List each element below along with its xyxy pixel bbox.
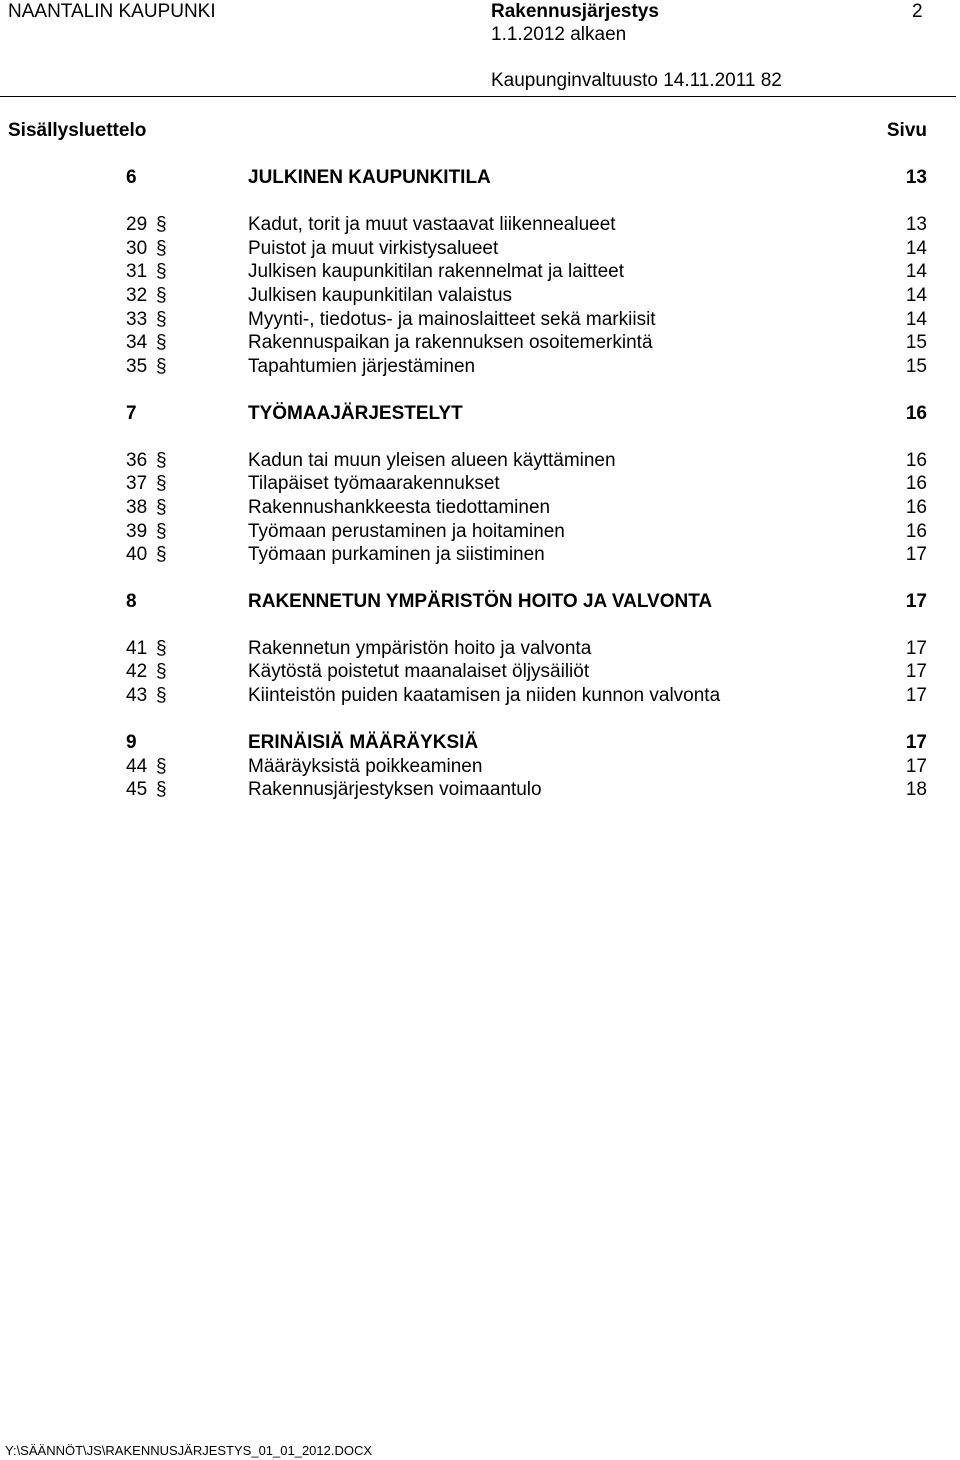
section-sign-icon: § (156, 261, 167, 282)
toc-page-number: 14 (905, 261, 927, 282)
toc-chapter-row (0, 732, 960, 754)
toc-page-number: 17 (905, 544, 927, 565)
section-sign-icon: § (156, 309, 167, 330)
section-title: Käytöstä poistetut maanalaiset öljysäiliöt (248, 661, 590, 682)
section-number: 45 (126, 779, 148, 800)
header-divider (0, 96, 956, 97)
section-number: 35 (126, 356, 148, 377)
approval-line: Kaupunginvaltuusto 14.11.2011 82 (491, 70, 782, 91)
chapter-title: TYÖMAAJÄRJESTELYT (248, 403, 463, 424)
chapter-title: JULKINEN KAUPUNKITILA (248, 167, 491, 188)
toc-page-number: 16 (905, 497, 927, 518)
toc-section-row (0, 661, 960, 683)
toc-section-row (0, 356, 960, 378)
section-title: Rakennusjärjestyksen voimaantulo (248, 779, 542, 800)
section-number: 43 (126, 685, 148, 706)
toc-heading-row (8, 120, 927, 142)
chapter-number: 8 (126, 591, 137, 612)
section-title: Myynti-, tiedotus- ja mainoslaitteet sekä markiisit (248, 309, 656, 330)
section-sign-icon: § (156, 544, 167, 565)
toc-page-number: 14 (905, 309, 927, 330)
toc-page-number: 13 (905, 214, 927, 235)
section-sign-icon: § (156, 756, 167, 777)
section-number: 31 (126, 261, 148, 282)
section-sign-icon: § (156, 497, 167, 518)
toc-page-number: 16 (905, 521, 927, 542)
section-number: 29 (126, 214, 148, 235)
section-sign-icon: § (156, 638, 167, 659)
toc-section-row (0, 497, 960, 519)
section-title: Tilapäiset työmaarakennukset (248, 473, 500, 494)
chapter-number: 7 (126, 403, 137, 424)
toc-section-row (0, 756, 960, 778)
section-title: Julkisen kaupunkitilan valaistus (248, 285, 513, 306)
toc-chapter-row (0, 403, 960, 425)
toc-page-number: 17 (905, 591, 927, 612)
toc-page-number: 15 (905, 332, 927, 353)
section-number: 33 (126, 309, 148, 330)
section-title: Rakennetun ympäristön hoito ja valvonta (248, 638, 592, 659)
section-sign-icon: § (156, 521, 167, 542)
file-path-footer: Y:\SÄÄNNÖT\JS\RAKENNUSJÄRJESTYS_01_01_2012.DOCX (5, 1443, 373, 1458)
section-number: 42 (126, 661, 148, 682)
section-sign-icon: § (156, 214, 167, 235)
chapter-title: RAKENNETUN YMPÄRISTÖN HOITO JA VALVONTA (248, 591, 713, 612)
toc-section-row (0, 261, 960, 283)
section-sign-icon: § (156, 685, 167, 706)
toc-section-row (0, 544, 960, 566)
section-sign-icon: § (156, 450, 167, 471)
section-number: 30 (126, 238, 148, 259)
section-number: 32 (126, 285, 148, 306)
toc-page-number: 16 (905, 403, 927, 424)
toc-page-number: 17 (905, 756, 927, 777)
section-sign-icon: § (156, 779, 167, 800)
toc-page-heading: Sivu (886, 120, 927, 141)
section-number: 37 (126, 473, 148, 494)
toc-chapter-row (0, 167, 960, 189)
organization-name: NAANTALIN KAUPUNKI (8, 1, 216, 22)
section-title: Määräyksistä poikkeaminen (248, 756, 483, 777)
section-number: 40 (126, 544, 148, 565)
section-title: Rakennushankkeesta tiedottaminen (248, 497, 551, 518)
section-number: 36 (126, 450, 148, 471)
toc-section-row (0, 285, 960, 307)
section-sign-icon: § (156, 356, 167, 377)
section-number: 39 (126, 521, 148, 542)
toc-heading: Sisällysluettelo (8, 120, 147, 141)
toc-chapter-row (0, 591, 960, 613)
section-title: Rakennuspaikan ja rakennuksen osoitemerkintä (248, 332, 653, 353)
toc-section-row (0, 450, 960, 472)
section-sign-icon: § (156, 332, 167, 353)
toc-page-number: 17 (905, 638, 927, 659)
toc-page-number: 17 (905, 732, 927, 753)
toc-page-number: 17 (905, 661, 927, 682)
section-title: Kiinteistön puiden kaatamisen ja niiden kunnon valvonta (248, 685, 721, 706)
section-sign-icon: § (156, 285, 167, 306)
toc-section-row (0, 332, 960, 354)
toc-section-row (0, 685, 960, 707)
toc-page-number: 15 (905, 356, 927, 377)
page-number: 2 (912, 1, 923, 22)
section-number: 44 (126, 756, 148, 777)
section-title: Kadut, torit ja muut vastaavat liikennealueet (248, 214, 616, 235)
section-sign-icon: § (156, 661, 167, 682)
toc-section-row (0, 238, 960, 260)
toc-page-number: 16 (905, 450, 927, 471)
chapter-number: 6 (126, 167, 137, 188)
toc-section-row (0, 521, 960, 543)
toc-section-row (0, 779, 960, 801)
section-title: Tapahtumien järjestäminen (248, 356, 476, 377)
effective-date: 1.1.2012 alkaen (491, 24, 627, 45)
toc-section-row (0, 214, 960, 236)
section-title: Julkisen kaupunkitilan rakennelmat ja laitteet (248, 261, 624, 282)
section-title: Kadun tai muun yleisen alueen käyttäminen (248, 450, 616, 471)
toc-section-row (0, 309, 960, 331)
toc-section-row (0, 473, 960, 495)
toc-page-number: 14 (905, 285, 927, 306)
chapter-title: ERINÄISIÄ MÄÄRÄYKSIÄ (248, 732, 479, 753)
section-sign-icon: § (156, 238, 167, 259)
toc-page-number: 14 (905, 238, 927, 259)
section-title: Työmaan perustaminen ja hoitaminen (248, 521, 565, 542)
section-number: 38 (126, 497, 148, 518)
toc-page-number: 17 (905, 685, 927, 706)
document-title: Rakennusjärjestys (491, 1, 659, 22)
section-number: 41 (126, 638, 148, 659)
section-title: Työmaan purkaminen ja siistiminen (248, 544, 545, 565)
toc-page-number: 16 (905, 473, 927, 494)
toc-section-row (0, 638, 960, 660)
section-number: 34 (126, 332, 148, 353)
section-title: Puistot ja muut virkistysalueet (248, 238, 499, 259)
toc-page-number: 13 (905, 167, 927, 188)
toc-page-number: 18 (905, 779, 927, 800)
chapter-number: 9 (126, 732, 137, 753)
section-sign-icon: § (156, 473, 167, 494)
